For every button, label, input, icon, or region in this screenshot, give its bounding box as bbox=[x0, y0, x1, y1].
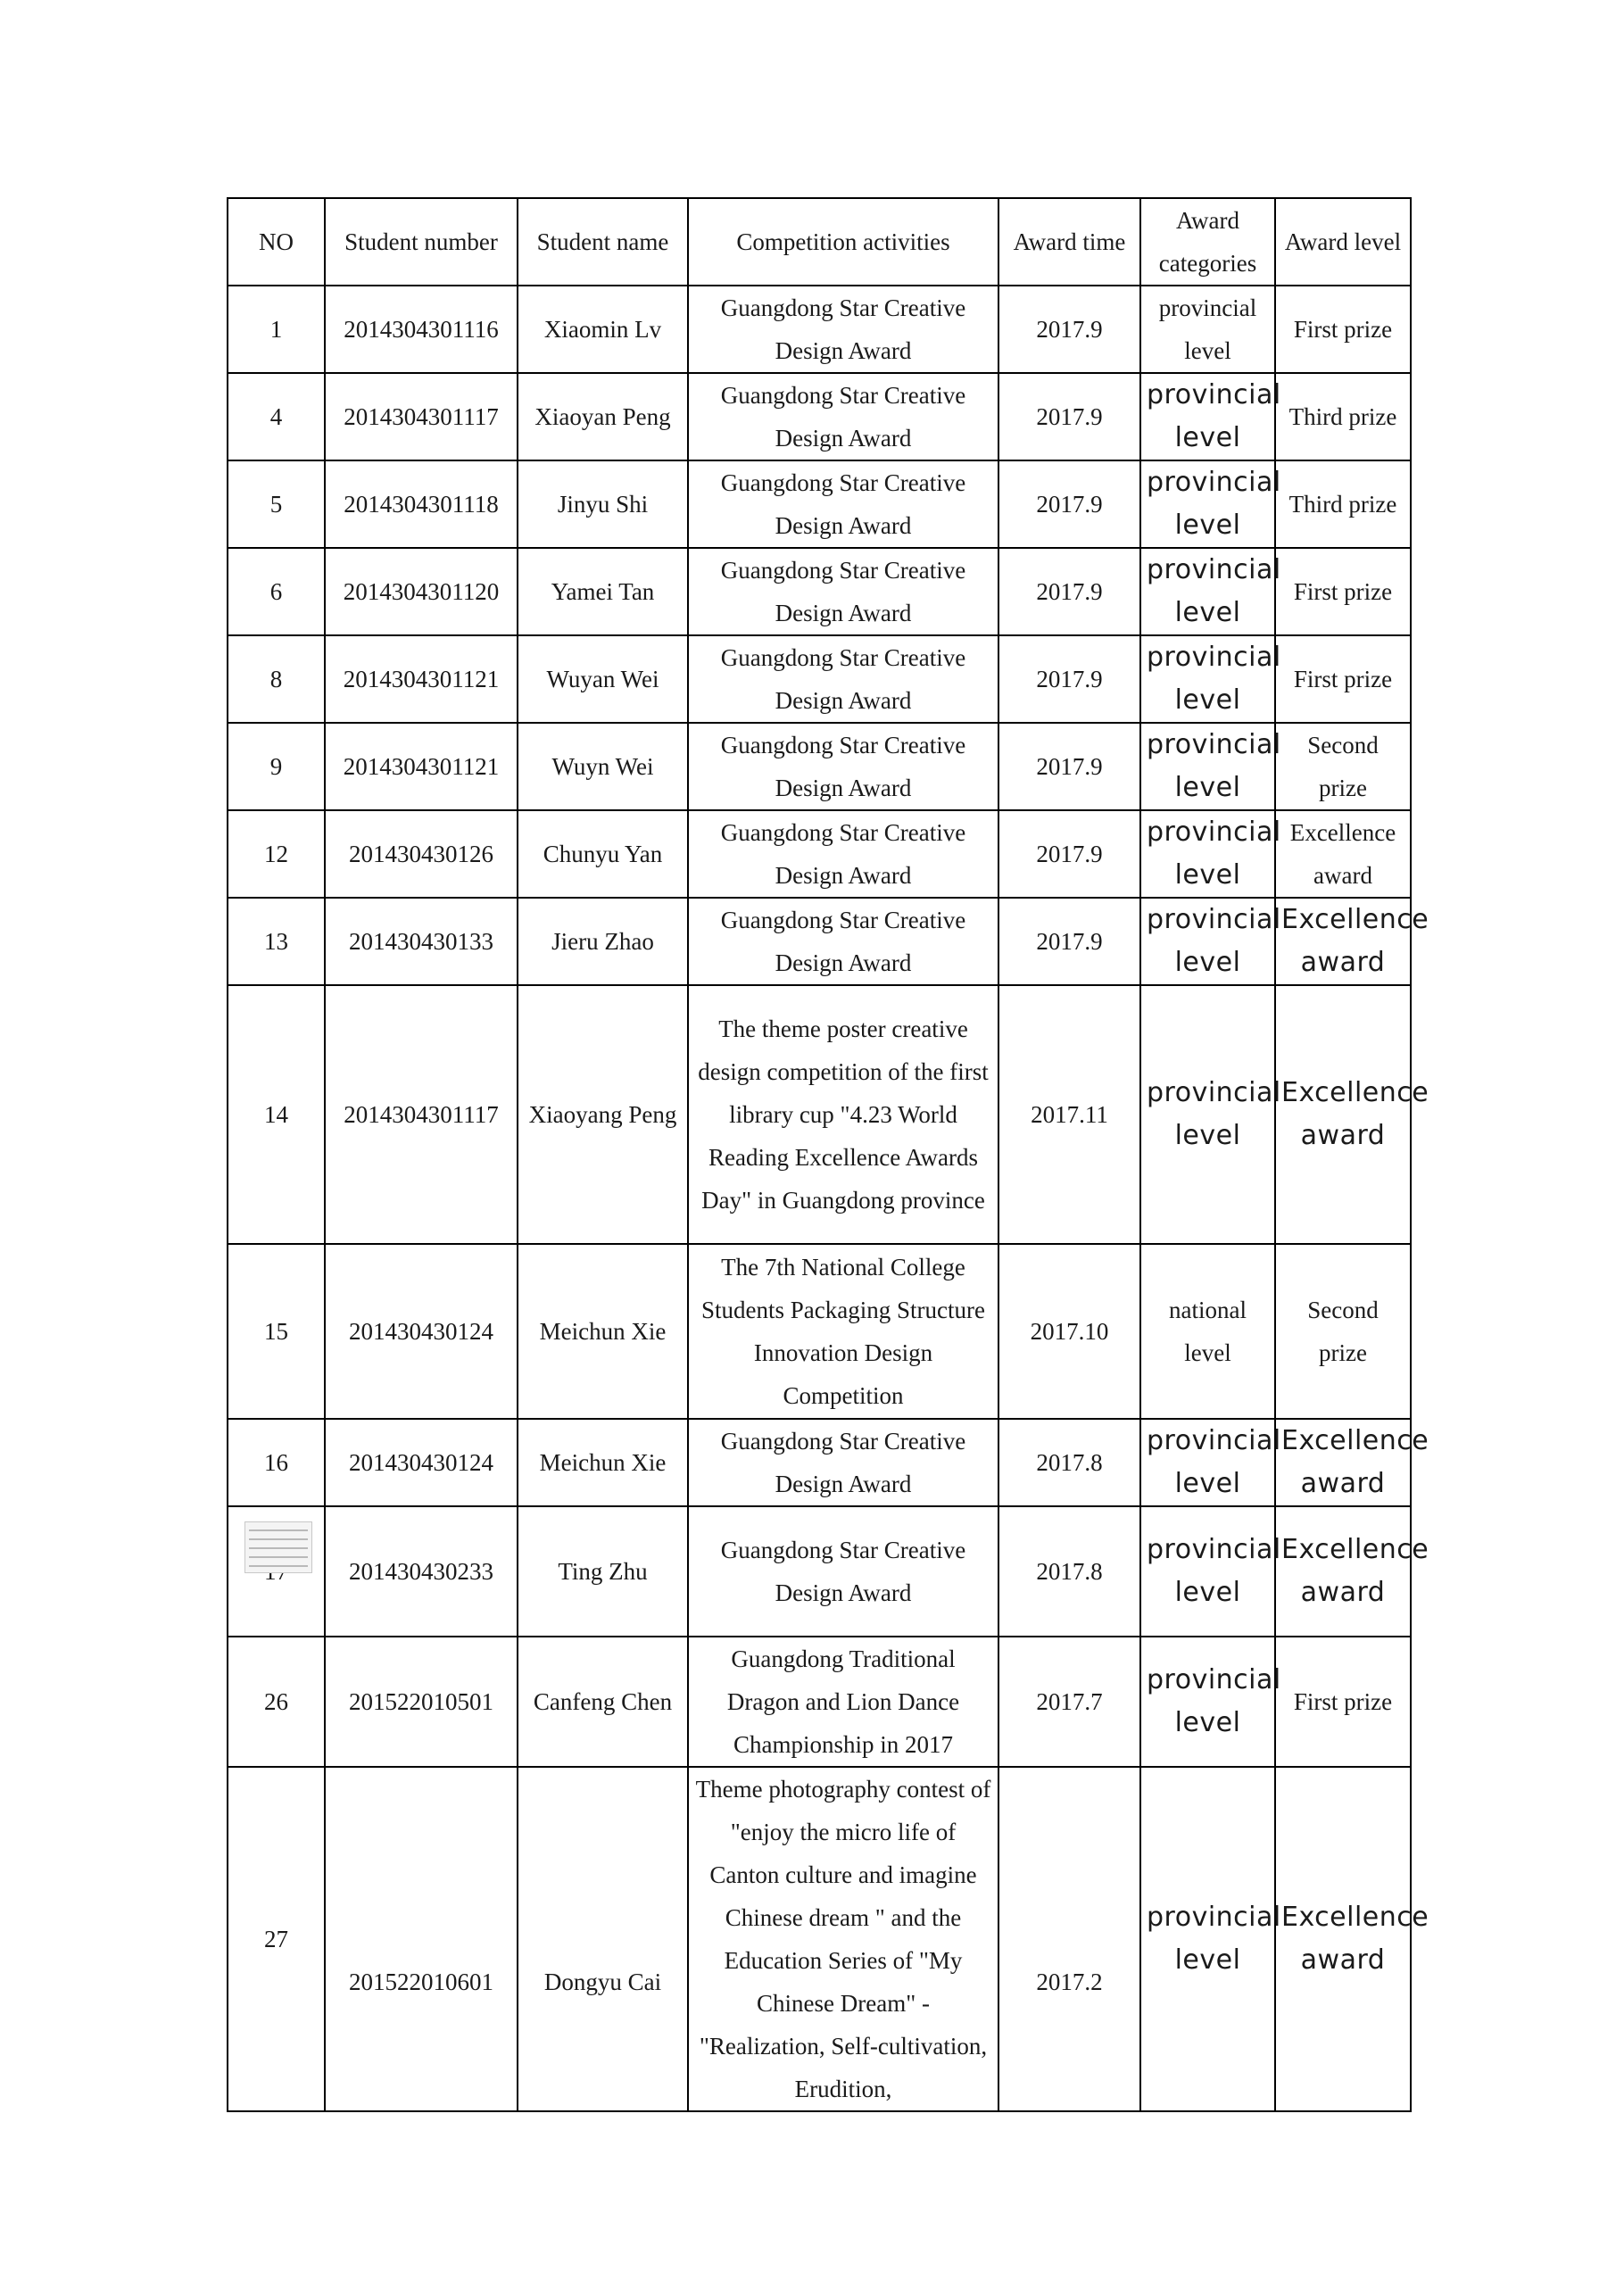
cell-award-category: provincial level bbox=[1140, 635, 1275, 723]
table-row bbox=[228, 1244, 1411, 1419]
cell-award-level: First prize bbox=[1275, 635, 1411, 723]
cell-no: 1 bbox=[228, 286, 325, 373]
cell-award-level: Excellence award bbox=[1275, 1419, 1411, 1506]
cell-student-number: 201430430126 bbox=[325, 810, 518, 898]
cell-competition: Theme photography contest of "enjoy the micro life of Canton culture and imagine Chinese dream " and the Education Series of "My Chinese Dream" - "Realization, Self-cultivation, Erudition, bbox=[688, 1767, 998, 2111]
cell-student-name: Xiaoyan Peng bbox=[518, 373, 688, 460]
cell-award-time: 2017.9 bbox=[998, 810, 1140, 898]
cell-student-number: 2014304301121 bbox=[325, 635, 518, 723]
cell-student-number: 201522010601 bbox=[325, 1767, 518, 2111]
cell-no: 12 bbox=[228, 810, 325, 898]
header-award-time: Award time bbox=[998, 198, 1140, 286]
cell-competition: Guangdong Star Creative Design Award bbox=[688, 635, 998, 723]
cell-award-level: Excellence award bbox=[1275, 1506, 1411, 1637]
cell-competition: Guangdong Star Creative Design Award bbox=[688, 723, 998, 810]
table-row bbox=[228, 460, 1411, 548]
header-award-categories: Award categories bbox=[1140, 198, 1275, 286]
cell-award-level: Excellence award bbox=[1275, 810, 1411, 898]
cell-award-time: 2017.11 bbox=[998, 985, 1140, 1244]
awards-table bbox=[227, 197, 1429, 2112]
cell-award-time: 2017.9 bbox=[998, 548, 1140, 635]
cell-no: 4 bbox=[228, 373, 325, 460]
cell-student-name: Meichun Xie bbox=[518, 1244, 688, 1419]
cell-student-name: Jieru Zhao bbox=[518, 898, 688, 985]
cell-no: 26 bbox=[228, 1637, 325, 1767]
cell-award-time: 2017.9 bbox=[998, 286, 1140, 373]
cell-no: 8 bbox=[228, 635, 325, 723]
cell-student-number: 201430430133 bbox=[325, 898, 518, 985]
cell-award-category: provincial level bbox=[1140, 1637, 1275, 1767]
cell-competition: Guangdong Star Creative Design Award bbox=[688, 810, 998, 898]
cell-student-number: 201430430233 bbox=[325, 1506, 518, 1637]
cell-student-number: 201522010501 bbox=[325, 1637, 518, 1767]
cell-award-category: provincial level bbox=[1140, 286, 1275, 373]
table-row bbox=[228, 723, 1411, 810]
cell-competition: Guangdong Star Creative Design Award bbox=[688, 460, 998, 548]
table-row bbox=[228, 635, 1411, 723]
cell-award-time: 2017.7 bbox=[998, 1637, 1140, 1767]
cell-no: 14 bbox=[228, 985, 325, 1244]
table-row bbox=[228, 1419, 1411, 1506]
cell-award-category: provincial level bbox=[1140, 548, 1275, 635]
cell-student-number: 2014304301118 bbox=[325, 460, 518, 548]
cell-student-number: 2014304301121 bbox=[325, 723, 518, 810]
cell-award-category: provincial level bbox=[1140, 373, 1275, 460]
cell-award-level: First prize bbox=[1275, 1637, 1411, 1767]
cell-award-time: 2017.8 bbox=[998, 1419, 1140, 1506]
cell-student-name: Ting Zhu bbox=[518, 1506, 688, 1637]
cell-no: 15 bbox=[228, 1244, 325, 1419]
cell-award-level: Third prize bbox=[1275, 373, 1411, 460]
cell-student-number: 2014304301120 bbox=[325, 548, 518, 635]
cell-award-time: 2017.9 bbox=[998, 723, 1140, 810]
cell-award-level: Excellence award bbox=[1275, 1767, 1411, 2111]
cell-competition: Guangdong Traditional Dragon and Lion Dance Championship in 2017 bbox=[688, 1637, 998, 1767]
cell-award-level: Second prize bbox=[1275, 723, 1411, 810]
cell-award-level: First prize bbox=[1275, 548, 1411, 635]
cell-competition: Guangdong Star Creative Design Award bbox=[688, 373, 998, 460]
cell-award-time: 2017.9 bbox=[998, 460, 1140, 548]
cell-student-name: Yamei Tan bbox=[518, 548, 688, 635]
cell-award-category: provincial level bbox=[1140, 810, 1275, 898]
table-row bbox=[228, 548, 1411, 635]
cell-no bbox=[228, 1506, 325, 1637]
cell-award-category: provincial level bbox=[1140, 898, 1275, 985]
cell-award-time: 2017.9 bbox=[998, 635, 1140, 723]
table-row bbox=[228, 898, 1411, 985]
header-no: NO bbox=[228, 198, 325, 286]
cell-award-category: national level bbox=[1140, 1244, 1275, 1419]
cell-student-name: Canfeng Chen bbox=[518, 1637, 688, 1767]
cell-award-category: provincial level bbox=[1140, 723, 1275, 810]
header-award-level: Award level bbox=[1275, 198, 1411, 286]
header-student-number: Student number bbox=[325, 198, 518, 286]
cell-no: 13 bbox=[228, 898, 325, 985]
table-row bbox=[228, 1637, 1411, 1767]
table-row bbox=[228, 286, 1411, 373]
cell-no: 6 bbox=[228, 548, 325, 635]
cell-student-name: Wuyn Wei bbox=[518, 723, 688, 810]
cell-competition: The 7th National College Students Packaging Structure Innovation Design Competition bbox=[688, 1244, 998, 1419]
cell-student-name: Xiaoyang Peng bbox=[518, 985, 688, 1244]
cell-student-name: Chunyu Yan bbox=[518, 810, 688, 898]
cell-no: 5 bbox=[228, 460, 325, 548]
table-row bbox=[228, 1506, 1411, 1637]
cell-award-time: 2017.9 bbox=[998, 898, 1140, 985]
cell-student-name: Meichun Xie bbox=[518, 1419, 688, 1506]
cell-award-level: First prize bbox=[1275, 286, 1411, 373]
cell-award-time: 2017.9 bbox=[998, 373, 1140, 460]
cell-no: 9 bbox=[228, 723, 325, 810]
table-row bbox=[228, 373, 1411, 460]
cell-student-number: 2014304301117 bbox=[325, 985, 518, 1244]
table-row bbox=[228, 985, 1411, 1244]
cell-student-name: Wuyan Wei bbox=[518, 635, 688, 723]
cell-student-number: 2014304301116 bbox=[325, 286, 518, 373]
cell-no: 16 bbox=[228, 1419, 325, 1506]
cell-competition: Guangdong Star Creative Design Award bbox=[688, 286, 998, 373]
header-row bbox=[228, 198, 1411, 286]
cell-student-number: 201430430124 bbox=[325, 1419, 518, 1506]
cell-award-time: 2017.8 bbox=[998, 1506, 1140, 1637]
cell-student-number: 2014304301117 bbox=[325, 373, 518, 460]
cell-award-category: provincial level bbox=[1140, 1506, 1275, 1637]
cell-competition: The theme poster creative design competition of the first library cup "4.23 World Reading Excellence Awards Day" in Guangdong province bbox=[688, 985, 998, 1244]
header-competition-activities: Competition activities bbox=[688, 198, 998, 286]
cell-student-name: Jinyu Shi bbox=[518, 460, 688, 548]
cell-competition: Guangdong Star Creative Design Award bbox=[688, 1506, 998, 1637]
cell-student-name: Dongyu Cai bbox=[518, 1767, 688, 2111]
cell-award-time: 2017.2 bbox=[998, 1767, 1140, 2111]
table-row bbox=[228, 1767, 1411, 2111]
cell-competition: Guangdong Star Creative Design Award bbox=[688, 1419, 998, 1506]
cell-award-level: Third prize bbox=[1275, 460, 1411, 548]
cell-award-category: provincial level bbox=[1140, 1767, 1275, 2111]
cell-award-level: Excellence award bbox=[1275, 985, 1411, 1244]
table-row bbox=[228, 810, 1411, 898]
cell-award-category: provincial level bbox=[1140, 1419, 1275, 1506]
cell-award-level: Second prize bbox=[1275, 1244, 1411, 1419]
cell-award-time: 2017.10 bbox=[998, 1244, 1140, 1419]
cell-student-number: 201430430124 bbox=[325, 1244, 518, 1419]
cell-no: 27 bbox=[228, 1767, 325, 2111]
cell-student-name: Xiaomin Lv bbox=[518, 286, 688, 373]
cell-award-category: provincial level bbox=[1140, 985, 1275, 1244]
cell-competition: Guangdong Star Creative Design Award bbox=[688, 898, 998, 985]
cell-award-category: provincial level bbox=[1140, 460, 1275, 548]
header-student-name: Student name bbox=[518, 198, 688, 286]
cell-competition: Guangdong Star Creative Design Award bbox=[688, 548, 998, 635]
cell-award-level: Excellence award bbox=[1275, 898, 1411, 985]
embedded-table-thumbnail bbox=[244, 1521, 312, 1573]
